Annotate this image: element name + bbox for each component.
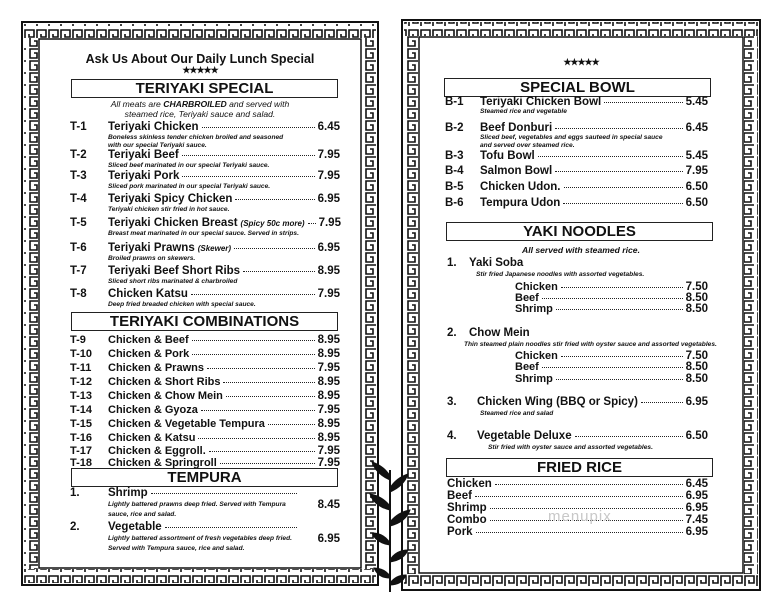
item-price: 6.95 xyxy=(685,526,708,538)
menu-item xyxy=(70,288,340,300)
item-name: Beef xyxy=(515,361,539,373)
note-emphasis: CHARBROILED xyxy=(163,99,227,109)
item-name: Chow Mein xyxy=(469,327,530,339)
item-price: 8.50 xyxy=(685,292,708,304)
item-price: 7.95 xyxy=(318,217,341,229)
dot-leader xyxy=(268,424,315,425)
item-name: Teriyaki Pork xyxy=(108,170,180,182)
item-price: 8.95 xyxy=(317,265,340,277)
stars-decoration: ★★★★★ xyxy=(563,57,599,67)
dot-leader xyxy=(564,187,683,188)
menu-item xyxy=(70,362,340,374)
dot-leader xyxy=(201,410,315,411)
menu-item xyxy=(70,242,340,254)
item-description: Served with Tempura sauce, rice and salad. xyxy=(108,545,245,552)
menu-item xyxy=(445,181,708,193)
item-code: T-1 xyxy=(70,121,87,133)
item-name: Chicken Wing (BBQ or Spicy) xyxy=(477,396,638,408)
item-name: Teriyaki Chicken Breast xyxy=(108,217,238,229)
item-name: Teriyaki Chicken Bowl xyxy=(480,96,602,108)
dot-leader xyxy=(555,171,682,172)
item-price: 6.50 xyxy=(685,430,708,442)
item-code: T-14 xyxy=(70,404,93,416)
item-price: 6.95 xyxy=(317,533,340,545)
note-text: All meats are xyxy=(110,99,164,109)
item-code: T-15 xyxy=(70,418,93,430)
item-name: Teriyaki Chicken xyxy=(108,121,199,133)
item-name: Chicken & Pork xyxy=(108,348,190,360)
item-description: Steamed rice and vegetable xyxy=(480,108,567,115)
item-code: B-2 xyxy=(445,122,464,134)
dot-leader xyxy=(165,527,297,528)
dot-leader xyxy=(182,176,314,177)
menu-item xyxy=(70,432,340,444)
menu-item xyxy=(447,526,708,538)
menu-option xyxy=(515,373,708,385)
item-price: 8.95 xyxy=(317,348,340,360)
item-price: 8.45 xyxy=(317,499,340,511)
item-name: Chicken & Short Ribs xyxy=(108,376,221,388)
dot-leader xyxy=(538,156,683,157)
item-name: Salmon Bowl xyxy=(480,165,553,177)
dot-leader xyxy=(192,354,314,355)
item-name: Shrimp xyxy=(108,487,148,499)
menu-item xyxy=(70,418,340,430)
menu-item xyxy=(445,96,708,108)
item-name: Beef xyxy=(447,490,472,502)
item-name: Chicken & Eggroll. xyxy=(108,445,206,457)
section-header-tempura: TEMPURA xyxy=(71,468,338,487)
menu-item xyxy=(447,478,708,490)
item-name: Chicken & Gyoza xyxy=(108,404,198,416)
dot-leader xyxy=(555,128,682,129)
menu-option xyxy=(515,303,708,315)
item-code: 4. xyxy=(447,430,457,442)
dot-leader xyxy=(308,223,316,224)
item-name: Chicken Udon. xyxy=(480,181,561,193)
item-description: Deep fried breaded chicken with special sauce. xyxy=(108,301,256,308)
menu-item xyxy=(70,445,340,457)
item-price: 6.95 xyxy=(317,193,340,205)
item-description: Sliced pork marinated in our special Teriyaki sauce. xyxy=(108,183,271,190)
dot-leader xyxy=(198,438,314,439)
item-name: Shrimp xyxy=(515,303,553,315)
item-code: T-11 xyxy=(70,362,92,374)
item-note: (Spicy 50c more) xyxy=(240,219,305,228)
item-code: B-1 xyxy=(445,96,464,108)
yaki-noodles-note: All served with steamed rice. xyxy=(522,245,640,255)
dot-leader xyxy=(556,309,683,310)
section-header-teriyaki-special: TERIYAKI SPECIAL xyxy=(71,79,338,98)
item-price: 7.95 xyxy=(317,149,340,161)
item-price: 7.50 xyxy=(685,281,708,293)
item-price: 8.95 xyxy=(317,390,340,402)
dot-leader xyxy=(561,287,683,288)
item-price: 6.45 xyxy=(317,121,340,133)
item-price: 6.50 xyxy=(685,181,708,193)
dot-leader xyxy=(226,396,315,397)
item-name: Teriyaki Beef xyxy=(108,149,179,161)
menu-item xyxy=(445,165,708,177)
item-description: Sliced short ribs marinated & charbroiled xyxy=(108,278,238,285)
item-name: Chicken Katsu xyxy=(108,288,188,300)
item-code: T-3 xyxy=(70,170,87,182)
item-description: Broiled prawns on skewers. xyxy=(108,255,196,262)
item-price: 8.50 xyxy=(685,373,708,385)
menu-item xyxy=(447,396,708,408)
dot-leader xyxy=(192,340,315,341)
dot-leader xyxy=(542,367,683,368)
item-description: sauce, rice and salad. xyxy=(108,511,177,518)
item-name: Chicken & Springroll xyxy=(108,457,217,469)
item-code: T-10 xyxy=(70,348,93,360)
menu-item xyxy=(70,121,340,133)
menu-item xyxy=(70,521,300,533)
item-code: T-6 xyxy=(70,242,87,254)
menu-item xyxy=(70,376,340,388)
item-price: 6.95 xyxy=(685,490,708,502)
item-description: Boneless skinless tender chicken broiled and seasoned xyxy=(108,134,284,141)
item-name: Chicken xyxy=(515,281,558,293)
item-price: 8.95 xyxy=(317,376,340,388)
dot-leader xyxy=(556,379,683,380)
item-code: B-6 xyxy=(445,197,464,209)
dot-leader xyxy=(151,493,297,494)
item-name: Chicken & Beef xyxy=(108,334,189,346)
item-price: 7.95 xyxy=(317,170,340,182)
dot-leader xyxy=(641,402,683,403)
item-name: Shrimp xyxy=(515,373,553,385)
menu-item xyxy=(70,217,340,229)
item-code: B-3 xyxy=(445,150,464,162)
dot-leader xyxy=(223,382,314,383)
item-price: 6.45 xyxy=(685,478,708,490)
dot-leader xyxy=(243,271,315,272)
item-price: 8.95 xyxy=(317,334,340,346)
teriyaki-special-note xyxy=(40,99,360,109)
item-price: 7.95 xyxy=(317,457,340,469)
item-price: 7.95 xyxy=(685,165,708,177)
item-code: 1. xyxy=(447,257,457,269)
item-name: Beef Donburi xyxy=(480,122,553,134)
item-code: 1. xyxy=(70,487,80,499)
dot-leader xyxy=(220,463,315,464)
item-code: B-5 xyxy=(445,181,464,193)
item-name: Tempura Udon xyxy=(480,197,561,209)
menu-item xyxy=(445,150,708,162)
menu-item xyxy=(447,327,708,339)
item-price: 8.95 xyxy=(317,418,340,430)
item-code: T-13 xyxy=(70,390,93,402)
item-price: 5.45 xyxy=(685,96,708,108)
item-description: Stir fried Japanese noodles with assorted vegetables. xyxy=(476,271,645,278)
item-price: 7.95 xyxy=(317,288,340,300)
item-name: Chicken & Vegetable Tempura xyxy=(108,418,265,430)
menu-item xyxy=(70,265,340,277)
menu-item xyxy=(70,193,340,205)
stars-decoration: ★★★★★ xyxy=(182,65,218,75)
dot-leader xyxy=(542,298,683,299)
dot-leader xyxy=(495,484,683,485)
item-name: Teriyaki Spicy Chicken xyxy=(108,193,233,205)
dot-leader xyxy=(476,532,683,533)
menu-item xyxy=(70,348,340,360)
item-price: 8.50 xyxy=(685,303,708,315)
item-price: 8.50 xyxy=(685,361,708,373)
item-description: and served over steamed rice. xyxy=(480,142,575,149)
item-code: T-5 xyxy=(70,217,87,229)
dot-leader xyxy=(207,368,315,369)
item-name: Beef xyxy=(515,292,539,304)
dot-leader xyxy=(235,199,314,200)
item-code: B-4 xyxy=(445,165,464,177)
dot-leader xyxy=(475,496,683,497)
item-code: T-8 xyxy=(70,288,87,300)
menu-item xyxy=(447,490,708,502)
menu-item xyxy=(70,487,300,499)
item-name: Chicken & Chow Mein xyxy=(108,390,223,402)
item-name: Vegetable xyxy=(108,521,162,533)
item-code: T-7 xyxy=(70,265,87,277)
item-description: with our special Teriyaki sauce. xyxy=(108,142,207,149)
watermark: menupix xyxy=(548,508,612,525)
item-name: Pork xyxy=(447,526,473,538)
item-description: Teriyaki chicken stir fried in hot sauce. xyxy=(108,206,230,213)
item-name: Vegetable Deluxe xyxy=(477,430,572,442)
item-price: 7.50 xyxy=(685,350,708,362)
section-header-teriyaki-combinations: TERIYAKI COMBINATIONS xyxy=(71,312,338,331)
item-price: 6.45 xyxy=(685,122,708,134)
item-code: T-16 xyxy=(70,432,93,444)
dot-leader xyxy=(202,127,315,128)
item-price: 6.95 xyxy=(685,396,708,408)
dot-leader xyxy=(604,102,682,103)
item-code: T-12 xyxy=(70,376,93,388)
item-name: Combo xyxy=(447,514,487,526)
item-name: Chicken & Prawns xyxy=(108,362,204,374)
item-name: Shrimp xyxy=(447,502,487,514)
item-description: Lightly battered assortment of fresh vegetables deep fried. xyxy=(108,535,292,542)
dot-leader xyxy=(209,451,315,452)
dot-leader xyxy=(561,356,683,357)
item-description: Steamed rice and salad xyxy=(480,410,554,417)
item-code: T-4 xyxy=(70,193,87,205)
dot-leader xyxy=(563,203,682,204)
dot-leader xyxy=(191,294,315,295)
item-price: 7.95 xyxy=(317,362,340,374)
menu-item xyxy=(70,170,340,182)
item-code: 2. xyxy=(70,521,80,533)
dot-leader xyxy=(182,155,315,156)
item-code: T-18 xyxy=(70,457,93,469)
item-code: T-2 xyxy=(70,149,87,161)
menu-item xyxy=(70,334,340,346)
menu-item xyxy=(447,430,708,442)
item-code: 2. xyxy=(447,327,457,339)
item-price: 8.95 xyxy=(317,432,340,444)
menu-item xyxy=(70,390,340,402)
item-price: 5.45 xyxy=(685,150,708,162)
item-price: 7.95 xyxy=(317,445,340,457)
item-description: Sliced beef, vegetables and eggs sauteed in special sauce xyxy=(480,134,663,141)
item-price: 7.45 xyxy=(685,514,708,526)
item-name: Tofu Bowl xyxy=(480,150,535,162)
section-header-fried-rice: FRIED RICE xyxy=(446,458,713,477)
teriyaki-special-note-2: steamed rice, Teriyaki sauce and salad. xyxy=(124,109,276,119)
item-code: 3. xyxy=(447,396,457,408)
dot-leader xyxy=(234,248,315,249)
item-description: Lightly battered prawns deep fried. Served with Tempura xyxy=(108,501,286,508)
menu-item xyxy=(70,149,340,161)
section-header-special-bowl: SPECIAL BOWL xyxy=(444,78,711,97)
menu-item xyxy=(445,122,708,134)
item-price: 7.95 xyxy=(317,404,340,416)
item-code: T-9 xyxy=(70,334,86,346)
item-name: Chicken xyxy=(447,478,492,490)
item-note: (Skewer) xyxy=(197,244,232,253)
item-price: 6.50 xyxy=(685,197,708,209)
item-description: Breast meat marinated in our special sauce. Served in strips. xyxy=(108,230,299,237)
item-description: Stir fried with oyster sauce and assorted vegetables. xyxy=(488,444,653,451)
item-code: T-17 xyxy=(70,445,93,457)
item-name: Chicken & Katsu xyxy=(108,432,196,444)
item-name: Yaki Soba xyxy=(469,257,524,269)
item-price: 6.95 xyxy=(685,502,708,514)
menu-option xyxy=(515,361,708,373)
lunch-special-headline: Ask Us About Our Daily Lunch Special xyxy=(85,52,315,66)
item-name: Teriyaki Beef Short Ribs xyxy=(108,265,241,277)
item-description: Thin steamed plain noodles stir fried with oyster sauce and assorted vegetables. xyxy=(464,341,717,348)
menu-item xyxy=(70,404,340,416)
menu-item xyxy=(445,197,708,209)
item-description: Sliced beef marinated in our special Teriyaki sauce. xyxy=(108,162,270,169)
item-price: 6.95 xyxy=(317,242,340,254)
item-name: Teriyaki Prawns xyxy=(108,242,195,254)
menu-item xyxy=(447,257,708,269)
dot-leader xyxy=(575,436,683,437)
item-name: Chicken xyxy=(515,350,558,362)
section-header-yaki-noodles: YAKI NOODLES xyxy=(446,222,713,241)
note-text: and served with xyxy=(226,99,290,109)
